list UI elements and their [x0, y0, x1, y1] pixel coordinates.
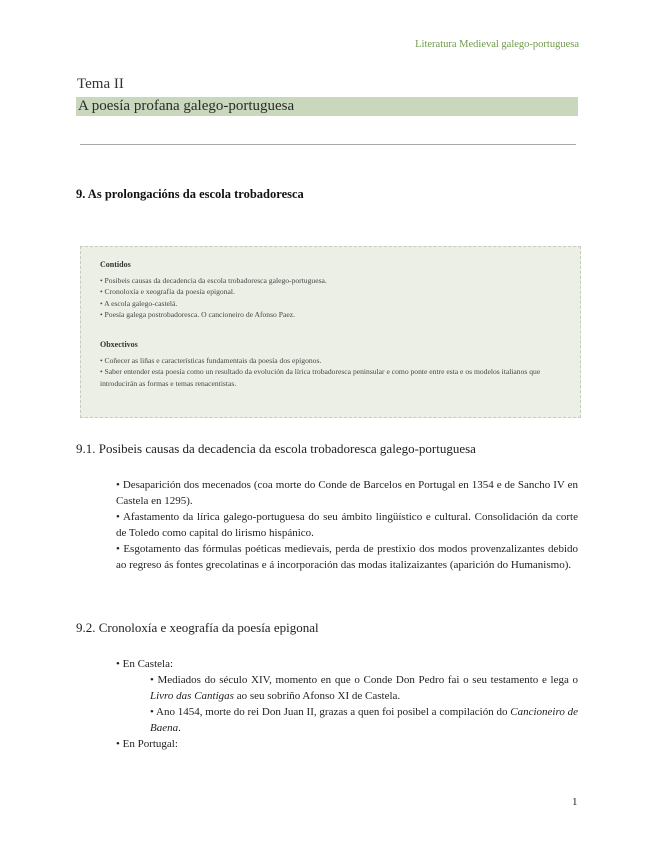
work-title: Livro das Cantigas — [150, 690, 234, 702]
item-text: ao seu sobriño Afonso XI de Castela. — [233, 690, 401, 702]
running-header: Literatura Medieval galego-portuguesa — [415, 39, 579, 50]
contents-title: Contidos — [100, 260, 131, 269]
objectives-item: • Coñecer as liñas e características fundamentais da poesía dos epígonos. — [100, 356, 322, 366]
item-text: . — [178, 722, 181, 734]
tema-title: A poesía profana galego-portuguesa — [76, 97, 578, 116]
item-text: • Ano 1454, morte do rei Don Juan II, grazas a quen foi posibel a compilación do — [150, 706, 511, 718]
page-number: 1 — [572, 796, 578, 808]
contents-item: • Cronoloxía e xeografía da poesía epigonal. — [100, 287, 235, 297]
castela-item — [150, 672, 578, 704]
castela-label: • En Castela: — [116, 658, 174, 670]
divider — [80, 144, 576, 145]
castela-item — [150, 704, 578, 736]
contents-item: • A escola galego-castelá. — [100, 298, 178, 308]
objectives-title: Obxectivos — [100, 340, 138, 350]
portugal-label: • En Portugal: — [116, 738, 178, 750]
subsection-1-bullets — [116, 477, 578, 573]
contents-item: • Poesía galega postrobadoresca. O cancioneiro de Afonso Paez. — [100, 309, 295, 319]
subsection-2-list — [116, 656, 578, 752]
bullet-item: • Afastamento da lírica galego-portuguesa do seu ámbito lingüístico e cultural. Consolidación da corte de Toledo como capital do lirismo hispánico. — [116, 511, 578, 539]
subsection-1-title: 9.1. Posibeis causas da decadencia da escola trobadoresca galego-portuguesa — [76, 441, 476, 456]
objectives-item: • Saber entender esta poesía como un resultado da evolución da lírica trobadoresca peninsular e como ponte entre esta e os modelos italianos que introducirán as formas e temas renacentistas. — [100, 367, 541, 388]
box-spacer — [100, 320, 561, 339]
bullet-item: • Desaparición dos mecenados (coa morte do Conde de Barcelos en Portugal en 1354 e de Sancho IV en Castela en 1295). — [116, 479, 578, 507]
summary-box — [80, 246, 581, 418]
section-title: 9. As prolongacións da escola trobadoresca — [76, 187, 304, 201]
item-text: • Mediados do século XIV, momento en que o Conde Don Pedro fai o seu testamento e lega o — [150, 674, 578, 686]
work-title: Cancioneiro de Baena — [150, 706, 579, 734]
contents-item: • Posibeis causas da decadencia da escola trobadoresca galego-portuguesa. — [100, 276, 327, 286]
subsection-2-title: 9.2. Cronoloxía e xeografía da poesía epigonal — [76, 620, 319, 635]
bullet-item: • Esgotamento das fórmulas poéticas medievais, perda de prestixio dos modos provenzalizantes debido ao regreso ás fontes grecolatinas e á incorporación das modas italizaizantes (aparición do Humanismo). — [116, 543, 578, 571]
tema-number: Tema II — [77, 76, 124, 92]
